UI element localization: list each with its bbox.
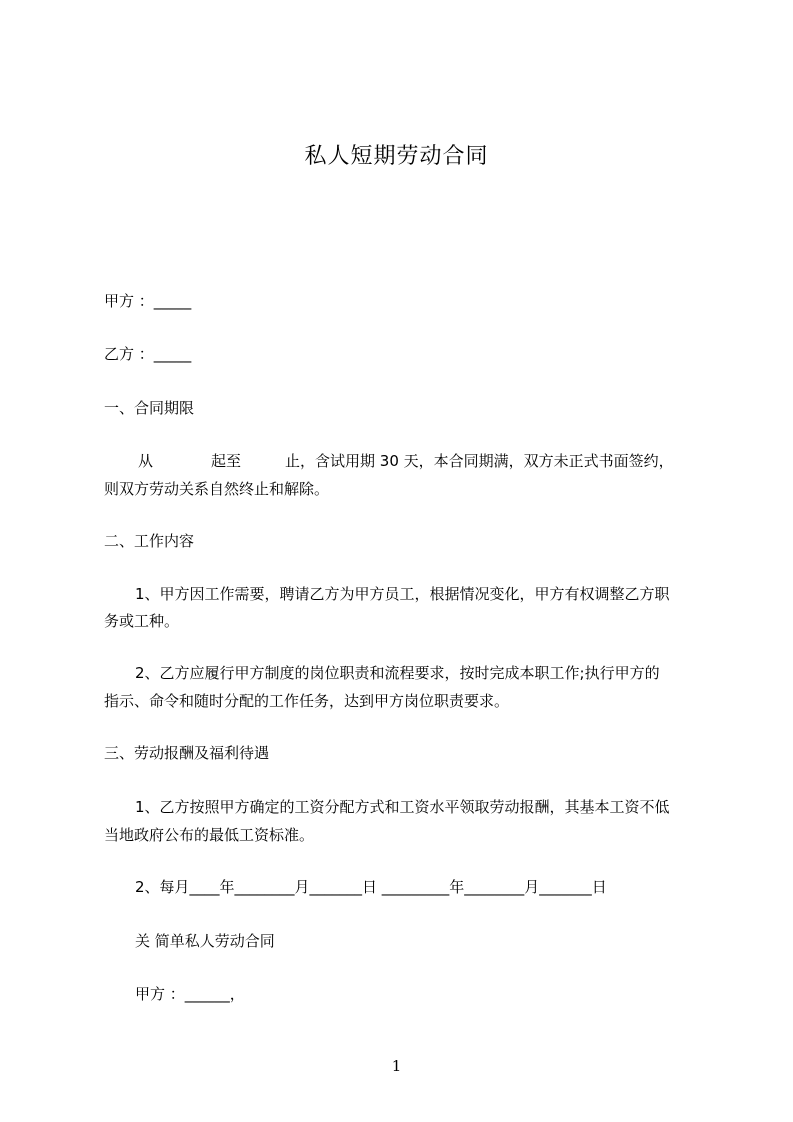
section-heading-term: 一、合同期限 [104,399,195,417]
page-number: 1 [391,1057,402,1075]
work-item-1-line-1: 1、甲方因工作需要，聘请乙方为甲方员工，根据情况变化，甲方有权调整乙方职 [135,585,670,603]
work-item-1-line-2: 务或工种。 [104,612,180,630]
pay-item-1-line-1: 1、乙方按照甲方确定的工资分配方式和工资水平领取劳动报酬，其基本工资不低 [135,798,670,816]
party-b-line: 乙方 ：_____ [104,345,192,363]
term-end-text: 止，含试用期 30 天，本合同期满，双方未正式书面签约， [285,452,674,470]
work-item-2-line-1: 2、乙方应履行甲方制度的岗位职责和流程要求，按时完成本职工作;执行甲方的 [135,664,660,682]
term-to-text: 起至 [211,452,242,470]
party-a-line-2: 甲方 ：______， [135,985,245,1003]
term-from-text: 从 [138,452,154,470]
section-heading-pay: 三、劳动报酬及福利待遇 [104,744,270,762]
section-heading-work: 二、工作内容 [104,532,195,550]
term-line-2: 则双方劳动关系自然终止和解除。 [104,480,330,498]
related-contract-line: 关 简单私人劳动合同 [135,932,275,950]
pay-item-2-line: 2、每月____年________月_______日 _________年________月_______日 [135,878,607,896]
work-item-2-line-2: 指示、命令和随时分配的工作任务，达到甲方岗位职责要求。 [104,692,510,710]
pay-item-1-line-2: 当地政府公布的最低工资标准。 [104,826,315,844]
party-a-line: 甲方 ：_____ [104,292,192,310]
document-title: 私人短期劳动合同 [304,144,489,169]
